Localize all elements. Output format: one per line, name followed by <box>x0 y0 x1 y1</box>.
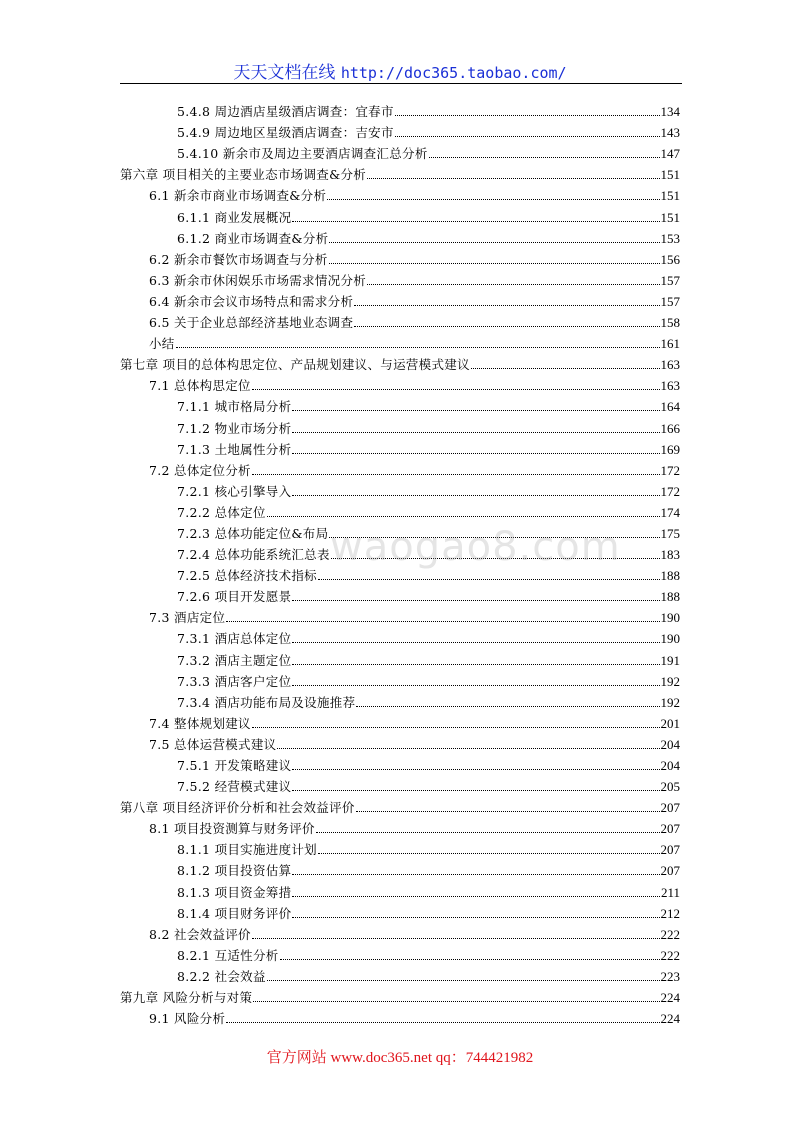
toc-entry-page: 204 <box>660 736 680 752</box>
toc-entry-title: 7.3 酒店定位 <box>149 610 226 626</box>
toc-entry-page: 169 <box>660 441 680 457</box>
toc-entry-title: 6.3 新余市休闲娱乐市场需求情况分析 <box>149 272 367 288</box>
toc-entry-title: 7.1.2 物业市场分析 <box>177 420 292 436</box>
toc-entry-title: 7.2.6 项目开发愿景 <box>177 589 292 605</box>
dot-leader <box>252 938 660 939</box>
toc-entry-page: 174 <box>660 504 680 520</box>
toc-entry-title: 8.2.1 互适性分析 <box>177 947 279 963</box>
toc-entry-title: 5.4.8 周边酒店星级酒店调查：宜春市 <box>177 104 394 120</box>
dot-leader <box>292 790 659 791</box>
dot-leader <box>252 474 660 475</box>
toc-entry[interactable] <box>120 815 680 836</box>
dot-leader <box>395 115 660 116</box>
dot-leader <box>226 621 659 622</box>
dot-leader <box>429 157 660 158</box>
toc-entry[interactable] <box>120 161 680 182</box>
dot-leader <box>318 853 660 854</box>
toc-entry[interactable] <box>120 436 680 457</box>
toc-entry[interactable] <box>120 330 680 351</box>
toc-entry-page: 134 <box>660 104 680 120</box>
dot-leader <box>327 199 659 200</box>
toc-entry[interactable] <box>120 731 680 752</box>
toc-entry-page: 172 <box>660 483 680 499</box>
toc-entry-page: 224 <box>660 1011 680 1027</box>
dot-leader <box>252 389 660 390</box>
toc-entry[interactable] <box>120 351 680 372</box>
dot-leader <box>292 685 659 686</box>
toc-entry[interactable] <box>120 203 680 224</box>
dot-leader <box>367 178 659 179</box>
toc-entry[interactable] <box>120 140 680 161</box>
dot-leader <box>292 917 659 918</box>
toc-entry[interactable] <box>120 119 680 140</box>
toc-entry[interactable] <box>120 393 680 414</box>
toc-entry[interactable] <box>120 625 680 646</box>
toc-entry-title: 8.1.1 项目实施进度计划 <box>177 842 317 858</box>
toc-entry-title: 7.1.1 城市格局分析 <box>177 399 292 415</box>
toc-entry-title: 7.3.4 酒店功能布局及设施推荐 <box>177 694 356 710</box>
dot-leader <box>292 642 659 643</box>
toc-entry-page: 192 <box>660 694 680 710</box>
toc-entry-title: 7.1 总体构思定位 <box>149 378 251 394</box>
dot-leader <box>292 896 660 897</box>
toc-entry-title: 5.4.9 周边地区星级酒店调查：吉安市 <box>177 125 394 141</box>
toc-entry-title: 8.1 项目投资测算与财务评价 <box>149 821 315 837</box>
dot-leader <box>356 811 660 812</box>
toc-entry-page: 190 <box>660 631 680 647</box>
toc-entry-page: 207 <box>660 800 680 816</box>
toc-entry-page: 183 <box>660 547 680 563</box>
dot-leader <box>395 136 660 137</box>
dot-leader <box>316 832 660 833</box>
toc-entry-title: 7.3.3 酒店客户定位 <box>177 673 292 689</box>
toc-entry-title: 7.5.1 开发策略建议 <box>177 758 292 773</box>
toc-entry[interactable] <box>120 182 680 203</box>
dot-leader <box>318 579 660 580</box>
watermark: waogao8.com <box>330 524 621 570</box>
toc-entry-page: 192 <box>660 673 680 689</box>
dot-leader <box>292 432 659 433</box>
dot-leader <box>329 242 659 243</box>
dot-leader <box>267 980 660 981</box>
toc-entry-title: 小结 <box>149 336 175 352</box>
toc-entry[interactable] <box>120 309 680 330</box>
toc-entry-page: 163 <box>660 378 680 394</box>
toc-entry-title: 8.2.2 社会效益 <box>177 968 266 984</box>
toc-entry-page: 175 <box>660 525 680 541</box>
toc-entry-page: 156 <box>660 251 680 267</box>
toc-entry-page: 207 <box>660 821 680 837</box>
toc-entry-page: 212 <box>660 905 680 921</box>
page-header <box>0 58 800 83</box>
dot-leader <box>252 727 660 728</box>
toc-entry-title: 8.1.2 项目投资估算 <box>177 863 292 879</box>
toc-entry-title: 7.3.1 酒店总体定位 <box>177 631 292 647</box>
toc-entry[interactable] <box>120 98 680 119</box>
toc-entry[interactable] <box>120 478 680 499</box>
toc-entry-page: 164 <box>660 399 680 415</box>
dot-leader <box>176 347 660 348</box>
toc-entry[interactable] <box>120 878 680 899</box>
toc-entry-title: 6.1 新余市商业市场调查&分析 <box>149 188 327 204</box>
toc-entry-page: 207 <box>660 842 680 858</box>
toc-entry[interactable] <box>120 246 680 267</box>
toc-entry-title: 第八章 项目经济评价分析和社会效益评价 <box>120 800 355 816</box>
toc-entry[interactable] <box>120 836 680 857</box>
dot-leader <box>367 284 659 285</box>
toc-entry-page: 158 <box>660 315 680 331</box>
toc-entry-page: 188 <box>660 568 680 584</box>
toc-entry-page: 224 <box>660 990 680 1006</box>
toc-entry-title: 7.2.2 总体定位 <box>177 504 266 520</box>
dot-leader <box>471 368 660 369</box>
toc-entry-page: 223 <box>660 968 680 984</box>
toc-entry[interactable] <box>120 267 680 288</box>
toc-entry[interactable] <box>120 1005 680 1026</box>
dot-leader <box>292 600 659 601</box>
toc-entry-title: 第九章 风险分析与对策 <box>120 990 253 1006</box>
toc-entry[interactable] <box>120 942 680 963</box>
toc-entry-title: 5.4.10 新余市及周边主要酒店调查汇总分析 <box>177 146 428 162</box>
dot-leader <box>292 664 659 665</box>
toc-entry[interactable] <box>120 984 680 1005</box>
toc-entry-title: 7.2.5 总体经济技术指标 <box>177 568 317 584</box>
dot-leader <box>292 221 659 222</box>
toc-entry-page: 207 <box>660 863 680 879</box>
toc-entry-title: 7.3.2 酒店主题定位 <box>177 652 292 668</box>
toc-entry-page: 188 <box>660 589 680 605</box>
toc-entry[interactable] <box>120 288 680 309</box>
toc-entry-page: 204 <box>660 758 680 773</box>
dot-leader <box>292 769 659 770</box>
toc-entry[interactable] <box>120 604 680 625</box>
toc-entry[interactable] <box>120 900 680 921</box>
header-divider <box>120 83 682 84</box>
toc-entry[interactable] <box>120 689 680 710</box>
toc-entry[interactable] <box>120 457 680 478</box>
dot-leader <box>280 959 660 960</box>
toc-entry-title: 6.4 新余市会议市场特点和需求分析 <box>149 293 354 309</box>
dot-leader <box>354 326 659 327</box>
toc-entry-page: 147 <box>660 146 680 162</box>
toc-entry-title: 8.1.4 项目财务评价 <box>177 905 292 921</box>
toc-entry-page: 222 <box>660 947 680 963</box>
toc-entry-page: 151 <box>660 167 680 183</box>
toc-entry-title: 第七章 项目的总体构思定位、产品规划建议、与运营模式建议 <box>120 357 470 373</box>
toc-entry[interactable] <box>120 372 680 393</box>
toc-entry-title: 6.1.1 商业发展概况 <box>177 209 292 225</box>
dot-leader <box>292 410 659 411</box>
toc-entry-page: 161 <box>660 336 680 352</box>
dot-leader <box>329 263 660 264</box>
toc-entry-title: 7.2.1 核心引擎导入 <box>177 483 292 499</box>
toc-entry[interactable] <box>120 921 680 942</box>
dot-leader <box>292 495 659 496</box>
toc-entry[interactable] <box>120 752 680 773</box>
toc-entry[interactable] <box>120 414 680 435</box>
toc-entry-page: 190 <box>660 610 680 626</box>
dot-leader <box>354 305 659 306</box>
toc-entry-title: 7.2.4 总体功能系统汇总表 <box>177 547 330 563</box>
toc-entry-title: 7.2 总体定位分析 <box>149 462 251 478</box>
toc-entry-title: 7.5.2 经营模式建议 <box>177 779 292 795</box>
toc-entry-page: 157 <box>660 293 680 309</box>
dot-leader <box>292 453 659 454</box>
dot-leader <box>226 1022 659 1023</box>
dot-leader <box>267 516 660 517</box>
toc-entry[interactable] <box>120 646 680 667</box>
toc-entry[interactable] <box>120 583 680 604</box>
dot-leader <box>356 706 659 707</box>
toc-entry-page: 151 <box>660 188 680 204</box>
toc-entry-page: 222 <box>660 926 680 942</box>
toc-entry[interactable] <box>120 499 680 520</box>
toc-entry-page: 163 <box>660 357 680 373</box>
toc-entry-page: 151 <box>660 209 680 225</box>
toc-entry-page: 211 <box>660 884 680 900</box>
toc-entry-title: 6.5 关于企业总部经济基地业态调查 <box>149 315 354 331</box>
toc-entry-title: 9.1 风险分析 <box>149 1011 226 1027</box>
page-footer: 官方网站 www.doc365.net qq：744421982 <box>266 1050 534 1066</box>
dot-leader <box>292 874 659 875</box>
header-title: 天天文档在线 <box>233 63 336 83</box>
toc-entry[interactable] <box>120 857 680 878</box>
toc-entry-page: 205 <box>660 779 680 795</box>
toc-entry-title: 8.1.3 项目资金筹措 <box>177 884 292 900</box>
toc-entry-title: 8.2 社会效益评价 <box>149 926 251 942</box>
toc-entry[interactable] <box>120 773 680 794</box>
header-url[interactable]: http://doc365.taobao.com/ <box>340 64 567 82</box>
dot-leader <box>277 748 659 749</box>
toc-entry-page: 153 <box>660 230 680 246</box>
toc-entry-page: 201 <box>660 715 680 731</box>
toc-entry-page: 191 <box>660 652 680 668</box>
toc-entry-title: 7.2.3 总体功能定位&布局 <box>177 525 329 541</box>
toc-entry-title: 6.1.2 商业市场调查&分析 <box>177 230 329 246</box>
toc-entry-page: 157 <box>660 272 680 288</box>
dot-leader <box>253 1001 659 1002</box>
toc-entry[interactable] <box>120 225 680 246</box>
toc-entry-page: 172 <box>660 462 680 478</box>
toc-entry-page: 143 <box>660 125 680 141</box>
toc-entry-title: 7.1.3 土地属性分析 <box>177 441 292 457</box>
toc-entry-title: 7.4 整体规划建议 <box>149 715 251 731</box>
toc-entry[interactable] <box>120 668 680 689</box>
toc-entry-page: 166 <box>660 420 680 436</box>
toc-entry[interactable] <box>120 710 680 731</box>
toc-entry[interactable] <box>120 794 680 815</box>
toc-entry[interactable] <box>120 963 680 984</box>
toc-entry-title: 6.2 新余市餐饮市场调查与分析 <box>149 251 328 267</box>
toc-entry-title: 第六章 项目相关的主要业态市场调查&分析 <box>120 167 367 183</box>
toc-entry-title: 7.5 总体运营模式建议 <box>149 736 277 752</box>
